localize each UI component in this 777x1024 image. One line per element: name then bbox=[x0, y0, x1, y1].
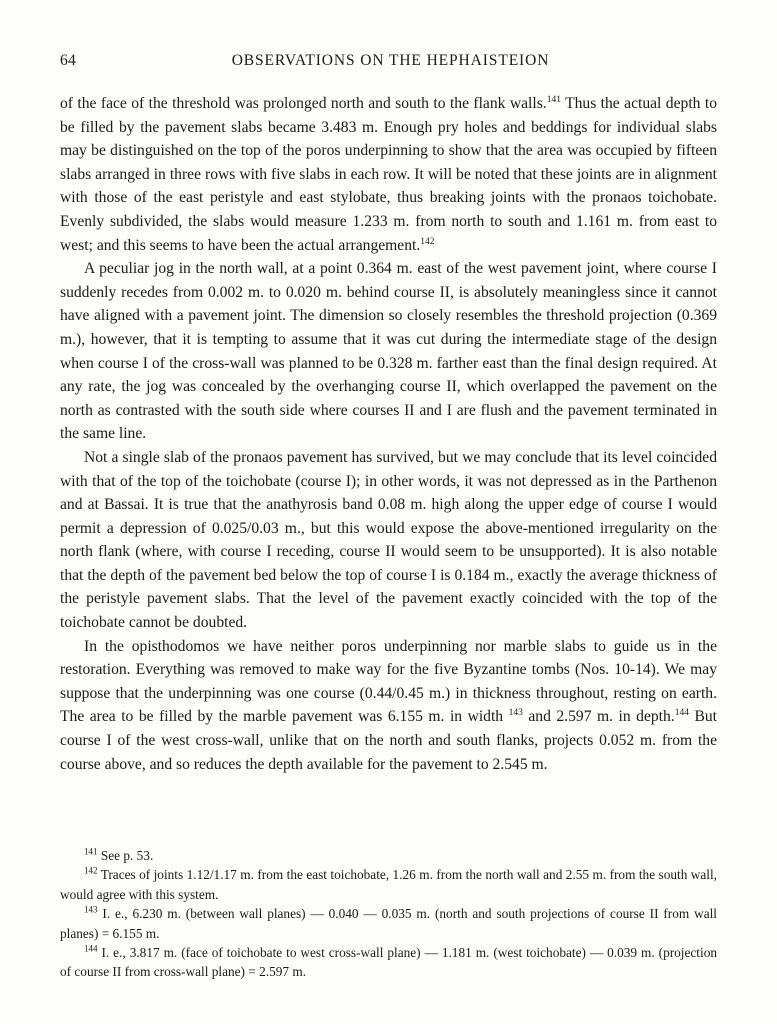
footnote-text-143: I. e., 6.230 m. (between wall planes) — 0.040 — 0.035 m. (north and south projections of course II from wall planes) = 6.155 m. bbox=[60, 906, 718, 941]
paragraph-3: Not a single slab of the pronaos pavement has survived, but we may conclude that its level coincided with that of the top of the toichobate (course I); in other words, it was not depressed as in the Parthenon and at Bassai. It is true that the anathyrosis band 0.08 m. high along the upper edge of course I would permit a depression of 0.025/0.03 m., but this would expose the above-mentioned irregularity on the north flank (where, with course I receding, course II would seem to be unsupported). It is also notable that the depth of the pavement bed below the top of course I is 0.184 m., exactly the average thickness of the peristyle pavement slabs. That the level of the pavement exactly coincided with the top of the toichobate cannot be doubted. bbox=[60, 448, 717, 632]
paragraph-4-text: In the opisthodomos we have neither poros underpinning nor marble slabs to guide us in the restoration. Everything was removed to make way for the five Byzantine tombs (Nos. 10-14). We may suppose that the underpinning was one course (0.44/0.45 m.) in thickness throughout, resting on earth. The area to be filled by the marble pavement was 6.155 m. in width bbox=[60, 637, 717, 726]
body-text bbox=[60, 92, 717, 776]
footnote-text-142: Traces of joints 1.12/1.17 m. from the east toichobate, 1.26 m. from the north wall and 2.55 m. from the south wall, would agree with this system. bbox=[60, 867, 717, 902]
footnote-marker-143: 143 bbox=[84, 904, 98, 915]
paragraph-1 bbox=[60, 92, 717, 257]
footnote-144 bbox=[60, 943, 717, 982]
footnote-marker-141: 141 bbox=[84, 846, 98, 857]
paragraph-1-text: of the face of the threshold was prolonged north and south to the flank walls. bbox=[60, 95, 547, 112]
page-header bbox=[60, 52, 717, 74]
footnote-ref-142[interactable]: 142 bbox=[420, 236, 435, 247]
paragraph-4 bbox=[60, 635, 717, 777]
paragraph-2: A peculiar jog in the north wall, at a point 0.364 m. east of the west pavement joint, where course I suddenly recedes from 0.002 m. to 0.020 m. behind course II, is absolutely meaningless since it cannot have aligned with a pavement joint. The dimension so closely resembles the threshold projection (0.369 m.), however, that it is tempting to assume that it was cut during the intermediate stage of the design when course I of the cross-wall was planned to be 0.328 m. farther east than the final design required. At any rate, the jog was concealed by the overhanging course II, which overlapped the pavement on the north as contrasted with the south side where courses II and I are flush and the pavement terminated in the same line. bbox=[60, 260, 717, 443]
footnotes-block bbox=[60, 846, 717, 982]
footnote-text-141: See p. 53. bbox=[100, 848, 154, 863]
footnote-separator bbox=[60, 838, 180, 839]
footnote-142 bbox=[60, 865, 717, 904]
footnote-marker-142: 142 bbox=[84, 865, 98, 876]
footnote-ref-144[interactable]: 144 bbox=[674, 708, 689, 719]
footnote-marker-144: 144 bbox=[84, 943, 98, 954]
paragraph-4-text-cont2: But course I of the west cross-wall, unlike that on the north and south flanks, projects 0.052 m. from the course above, and so reduces the depth available for the pavement to 2.545 m. bbox=[60, 708, 718, 773]
running-title: OBSERVATIONS ON THE HEPHAISTEION bbox=[231, 52, 550, 69]
page-number: 64 bbox=[60, 52, 76, 69]
footnote-ref-141[interactable]: 141 bbox=[546, 94, 561, 105]
paragraph-4-text-cont: and 2.597 m. in depth. bbox=[522, 708, 675, 726]
footnote-text-144: I. e., 3.817 m. (face of toichobate to west cross-wall plane) — 1.181 m. (west toichobate) — 0.039 m. (projection of course II from cross-wall plane) = 2.597 m. bbox=[60, 945, 717, 980]
paragraph-1-text-cont: Thus the actual depth to be filled by the pavement slabs became 3.483 m. Enough pry holes and beddings for individual slabs may be distinguished on the top of the poros underpinning to show that the area was occupied by fifteen slabs arranged in three rows with five slabs in each row. It will be noted that these joints are in alignment with those of the east peristyle and east stylobate, thus breaking joints with the pronaos toichobate. Evenly subdivided, the slabs would measure 1.233 m. from north to south and 1.161 m. from east to west; and this seems to have been the actual arrangement. bbox=[60, 95, 717, 254]
footnote-143 bbox=[60, 904, 717, 943]
footnote-141 bbox=[60, 846, 717, 865]
footnote-ref-143[interactable]: 143 bbox=[508, 708, 523, 719]
